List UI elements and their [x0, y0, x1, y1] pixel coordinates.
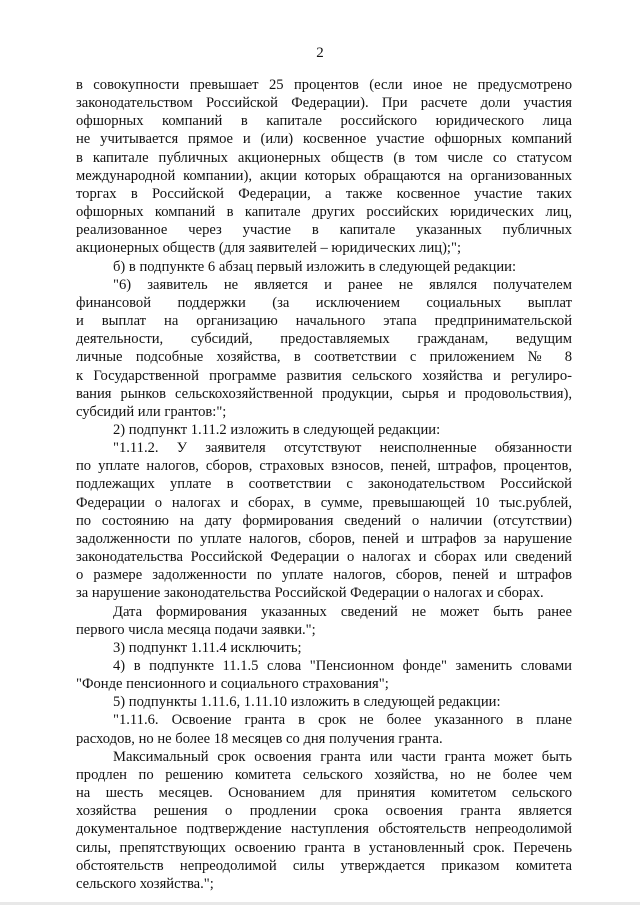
text-line: субсидий или грантов:"; — [76, 403, 227, 420]
text-line: по уплате налогов, сборов, страховых взносов, пеней, штрафов, процентов, — [76, 458, 572, 475]
text-line: на шесть месяцев. Основанием для принятия комитетом сельского — [76, 785, 572, 802]
page-number: 2 — [316, 45, 324, 61]
text-line: силы, препятствующих освоению гранта в установленный срок. Перечень — [76, 839, 572, 856]
text-line: о размере задолженности по уплате налогов, сборов, пеней и штрафов — [76, 567, 572, 584]
text-line: "1.11.2. У заявителя отсутствуют неисполненные обязанности — [113, 440, 572, 457]
text-line: офшорных компаний в капитале других российских юридических лиц, — [76, 204, 572, 221]
text-line: документальное подтверждение наступления обстоятельств непреодолимой — [76, 821, 572, 838]
text-line: к Государственной программе развития сельского хозяйства и регулиро- — [76, 367, 572, 384]
text-line: Федерации о налогах и сборах, в сумме, превышающей 10 тыс.рублей, — [76, 494, 572, 511]
text-line: офшорных компаний в капитале российского юридического лица — [76, 113, 572, 130]
text-line: международной компании), акции которых обращаются на организованных — [76, 167, 572, 184]
text-line: законодательством Российской Федерации). При расчете доли участия — [76, 95, 572, 112]
text-line: 3) подпункт 1.11.4 исключить; — [113, 639, 302, 656]
text-line: сельского хозяйства."; — [76, 875, 214, 892]
text-line: реализованное через участие в капитале указанных публичных — [76, 222, 572, 239]
text-line: вания рынков сельскохозяйственной продукции, сырья и продовольствия), — [76, 385, 572, 402]
text-line: 5) подпункты 1.11.6, 1.11.10 изложить в следующей редакции: — [113, 694, 501, 711]
text-line: личные подсобные хозяйства, в соответствии с приложением № 8 — [76, 349, 572, 366]
text-line: за нарушение законодательства Российской Федерации о налогах и сборах. — [76, 585, 544, 602]
text-line: Дата формирования указанных сведений не может быть ранее — [113, 603, 572, 620]
text-line: обстоятельств непреодолимой силы утверждается приказом комитета — [76, 857, 572, 874]
document-body — [76, 76, 572, 893]
text-line: продлен по решению комитета сельского хозяйства, но не более чем — [76, 766, 572, 783]
text-line: 4) в подпункте 11.1.5 слова "Пенсионном фонде" заменить словами — [113, 658, 572, 674]
text-line: б) в подпункте 6 абзац первый изложить в следующей редакции: — [113, 258, 516, 275]
text-line: акционерных обществ (для заявителей – юридических лиц);"; — [76, 240, 462, 257]
text-line: хозяйства решения о продлении срока освоения гранта является — [76, 803, 572, 820]
text-line: подлежащих уплате в соответствии с законодательством Российской — [76, 476, 572, 493]
text-line: расходов, но не более 18 месяцев со дня получения гранта. — [76, 730, 443, 747]
text-line: 2) подпункт 1.11.2 изложить в следующей редакции: — [113, 421, 441, 438]
text-line: "1.11.6. Освоение гранта в срок не более указанного в плане — [113, 712, 572, 729]
text-line: финансовой поддержки (за исключением социальных выплат — [76, 294, 572, 311]
text-line: первого числа месяца подачи заявки."; — [76, 621, 316, 638]
text-line: "Фонде пенсионного и социального страхования"; — [76, 676, 389, 693]
text-line: законодательства Российской Федерации о налогах и сборах или сведений — [76, 549, 572, 566]
text-line: торгах в Российской Федерации, а также косвенное участие таких — [76, 185, 572, 202]
text-line: деятельности, субсидий, предоставляемых гражданам, ведущим — [76, 331, 572, 348]
text-line: по состоянию на дату формирования сведений о наличии (отсутствии) — [76, 512, 572, 529]
text-line: не учитывается прямое и (или) косвенное участие офшорных компаний — [76, 131, 572, 148]
text-line: и выплат на организацию начального этапа предпринимательской — [76, 313, 572, 330]
text-line: в совокупности превышает 25 процентов (если иное не предусмотрено — [76, 77, 572, 93]
text-line: "6) заявитель не является и ранее не являлся получателем — [113, 276, 572, 293]
text-line: задолженности по уплате налогов, сборов, пеней и штрафов за нарушение — [76, 530, 572, 547]
text-line: в капитале публичных акционерных обществ (в том числе со статусом — [76, 149, 572, 166]
text-line: Максимальный срок освоения гранта или части гранта может быть — [113, 748, 572, 765]
